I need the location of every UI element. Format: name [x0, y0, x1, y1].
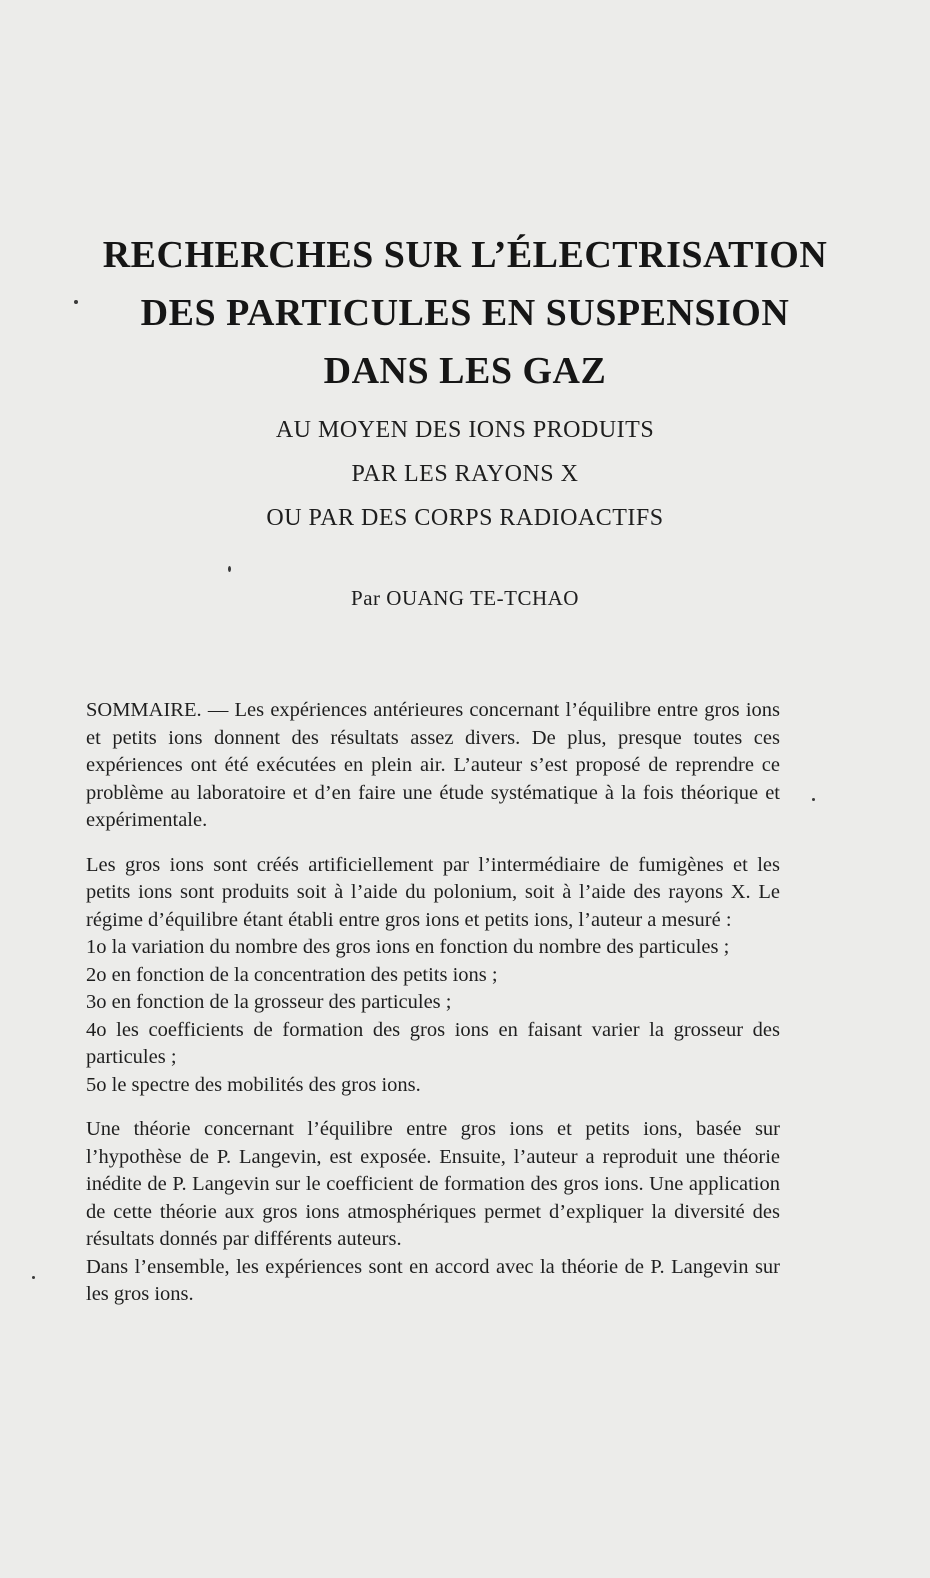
subtitle-line-3: OU PAR DES CORPS RADIOACTIFS [266, 505, 664, 531]
title-line-1: RECHERCHES SUR L’ÉLECTRISATION [102, 234, 828, 276]
summary-paragraph-4: Dans l’ensemble, les expériences sont en accord avec la théorie de P. Langevin sur les gros ions. [86, 1255, 780, 1305]
summary-list-item: 5o le spectre des mobilités des gros ions. [86, 1073, 421, 1096]
summary-section [86, 697, 780, 1309]
summary-list-item: 4o les coefficients de formation des gros ions en faisant varier la grosseur des particules ; [86, 1018, 780, 1068]
ink-speck [812, 798, 815, 801]
summary-list-item: 1o la variation du nombre des gros ions en fonction du nombre des particules ; [86, 936, 730, 958]
article-title [0, 226, 930, 540]
summary-paragraph-1: SOMMAIRE. — Les expériences antérieures concernant l’équilibre entre gros ions et petits ions donnent des résultats assez divers. De plus, presque toutes ces expériences ont été exécutées en plein air. L’auteur s’est proposé de reprendre ce problème au laboratoire et d’en faire une étude systématique à la fois théorique et expérimentale. [86, 699, 780, 831]
ink-speck [74, 300, 78, 304]
ink-speck [32, 1276, 35, 1279]
title-line-2: DES PARTICULES EN SUSPENSION [140, 292, 790, 334]
summary-paragraph-2: Les gros ions sont créés artificiellement par l’intermédiaire de fumigènes et les petits ions sont produits soit à l’aide du polonium, soit à l’aide des rayons X. Le régime d’équilibre étant établi entre gros ions et petits ions, l’auteur a mesuré : [86, 853, 780, 931]
title-line-3: DANS LES GAZ [323, 350, 607, 392]
author-line: Par OUANG TE-TCHAO [351, 586, 579, 610]
summary-list-item: 3o en fonction de la grosseur des particules ; [86, 991, 452, 1013]
summary-list-item: 2o en fonction de la concentration des petits ions ; [86, 963, 498, 986]
subtitle-line-1: AU MOYEN DES IONS PRODUITS [275, 417, 655, 443]
summary-paragraph-3: Une théorie concernant l’équilibre entre gros ions et petits ions, basée sur l’hypothèse de P. Langevin, est exposée. Ensuite, l’auteur a reproduit une théorie inédite de P. Langevin sur le coefficient de formation des gros ions. Une application de cette théorie aux gros ions atmosphériques permet d’expliquer la diversité des résultats donnés par différents auteurs. [86, 1118, 780, 1250]
ink-speck [228, 566, 231, 572]
subtitle-line-2: PAR LES RAYONS X [351, 461, 579, 487]
